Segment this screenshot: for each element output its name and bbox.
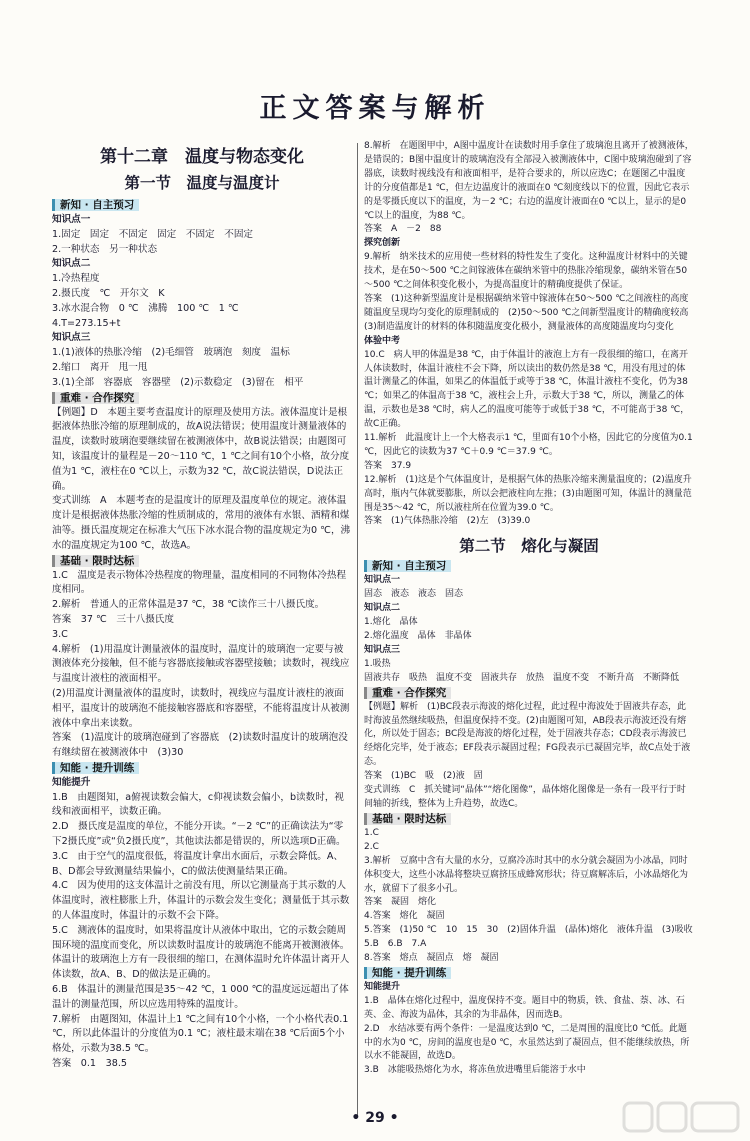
answer-line: 答案 37 ℃ 三十八摄氏度	[52, 613, 174, 625]
answer-line: 2.摄氏度 ℃ 开尔文 K	[52, 287, 165, 299]
answer-line: 1.固定 固定 不固定 固定 不固定 不固定	[52, 228, 254, 240]
section-bar-label: 知能 · 提升训练	[52, 762, 139, 774]
answer-line: 固态 液态 液态 固态	[364, 589, 464, 600]
section-bar-heading	[364, 966, 694, 981]
answer-line: 4.解析 (1)用温度计测量液体的温度时，温度计的玻璃泡一定要与被测液体充分接触，但不能与容器底接触或容器壁接触；读数时，视线应与温度计液柱的液面相平。	[52, 643, 350, 685]
answer-line: 答案 (1)这种新型温度计是根据碳纳米管中镓液体在50～500 ℃之间液柱的高度随温度呈现均匀变化的原理制成的 (2)50～500 ℃之间新型温度计的精确度较高 (3)制造温度计的材料的体积随温度变化极小，测量液体的高度随温度均匀变化	[364, 293, 698, 332]
answer-line: 答案 A －2 88	[364, 224, 442, 235]
answer-line: 答案 0.1 38.5	[52, 1058, 127, 1070]
subheading: 知识点三	[52, 332, 91, 344]
answer-line: 3.解析 豆腐中含有大量的水分，豆腐冷冻时其中的水分就会凝固为小冰晶，同时体积变大，这些小冰晶将整块豆腐挤压成蜂窝形状；待豆腐解冻后，小冰晶熔化为水，就留下了很多小孔。	[364, 855, 689, 894]
right-column-body-2	[364, 559, 694, 1078]
answer-line: 3.B 冰能吸热熔化为水，将冻鱼放进嘴里后能溶于水中	[364, 1065, 586, 1076]
answer-line: 4.T=273.15+t	[52, 317, 121, 329]
answer-line: 变式训练 C 抓关键词“晶体”“熔化图像”，晶体熔化图像是一条有一段平行于时间轴的折线，整体为上升趋势，故选C。	[364, 785, 686, 809]
answer-line: 答案 (1)气体热胀冷缩 (2)左 (3)39.0	[364, 516, 531, 527]
answer-line: 2.一种状态 另一种状态	[52, 243, 158, 255]
subheading: 知能提升	[364, 981, 401, 992]
answer-line: 1.熔化 晶体	[364, 617, 418, 628]
subheading: 体验中考	[364, 335, 401, 346]
answer-line: 12.解析 (1)这是个气体温度计，是根据气体的热胀冷缩来测量温度的；(2)温度升高时，瓶内气体就要膨胀，所以会把液柱向左推；(3)由题图可知，体温计的测量范围是35～42 ℃，所以液柱所在位置为39.0 ℃。	[364, 474, 692, 513]
answer-line: 2.D 摄氏度是温度的单位，不能分开读。“－2 ℃”的正确读法为“零下2摄氏度”或“负2摄氏度”，其他读法都是错误的，所以选项D正确。	[52, 821, 346, 848]
section-bar-label: 新知 · 自主预习	[52, 199, 139, 211]
section-title-1: 第一节 温度与温度计	[124, 173, 280, 192]
answer-line: 1.冷热程度	[52, 273, 100, 285]
answer-line: 答案 凝固 熔化	[364, 897, 437, 908]
section-bar-label: 基础 · 限时达标	[364, 813, 451, 825]
answer-line: 答案 (1)BC 吸 (2)液 固	[364, 771, 483, 782]
answer-line: 10.C 病人甲的体温是38 ℃，由于体温计的液泡上方有一段很细的缩口，在离开人体读数时，体温计液柱不会下降，所以读出的数仍然是38 ℃，用没有甩过的体温计测量乙的体温，如果乙的体温低于或等于38 ℃，体温计液柱不变化，仍为38 ℃；如果乙的体温高于38 ℃，液柱会上升，示数大于38 ℃，所以，测量乙的体温，示数也是38 ℃时，病人乙的温度可能等于或低于38 ℃，不可能高于38 ℃，故C正确。	[364, 349, 691, 430]
page-title: 正文答案与解析	[259, 93, 491, 124]
section-bar-label: 基础 · 限时达标	[52, 555, 139, 567]
subheading: 知识点一	[52, 214, 91, 225]
answer-line: 4.C 因为使用的这支体温计之前没有甩，所以它测量高于其示数的人体温度时，液柱膨胀上升，体温计的示数会发生变化；测量低于其示数的人体温度时，体温计的示数不会下降。	[52, 880, 350, 922]
answer-line: 2.C	[364, 841, 379, 852]
answer-line: 8.解析 在题图甲中，A图中温度计在读数时用手拿住了玻璃泡且离开了被测液体，是错误的；B图中温度计的玻璃泡没有全部浸入被测液体中，C图中玻璃泡碰到了容器底，读数时视线没有和液面相平，是符合要求的，所以应选C；在题图乙中温度计的分度值都是1 ℃，但左边温度计的液面在0 ℃刻度线以下的位置，因此它表示的是零摄氏度以下的温度，为－2 ℃；右边的温度计液面在0 ℃以上，显示的是0 ℃以上的温度，为88 ℃。	[364, 141, 694, 221]
section-bar-heading	[364, 559, 694, 574]
answer-line: 5.B 6.B 7.A	[364, 939, 427, 950]
answer-line: 9.解析 纳米技术的应用使一些材料的特性发生了变化。这种温度计材料中的关键技术，是在50～500 ℃之间镓液体在碳纳米管中的热胀冷缩现象，碳纳米管在50～500 ℃之间体积变化极小，为提高温度计的精确度提供了保证。	[364, 252, 688, 291]
subheading: 知识点二	[52, 258, 91, 270]
section-bar-label: 新知 · 自主预习	[364, 560, 451, 572]
section-bar-heading	[52, 391, 352, 406]
answer-line: 1.C 温度是表示物体冷热程度的物理量，温度相同的不同物体冷热程度相同。	[52, 569, 347, 596]
section-bar-heading	[364, 812, 694, 827]
subheading: 探究创新	[364, 238, 401, 249]
column-divider	[357, 143, 358, 1117]
section-bar-label: 重难 · 合作探究	[52, 392, 139, 404]
watermark-logo-icon	[622, 1097, 742, 1137]
answer-line: 8.答案 熔点 凝固点 熔 凝固	[364, 953, 499, 964]
subheading: 知识点一	[364, 575, 401, 586]
answer-line: 2.解析 普通人的正常体温是37 ℃，38 ℃读作三十八摄氏度。	[52, 599, 325, 611]
answer-line: 2.熔化温度 晶体 非晶体	[364, 631, 472, 641]
subheading: 知识点三	[364, 644, 401, 655]
section-bar-heading	[52, 761, 352, 776]
section-title-2: 第二节 熔化与凝固	[459, 536, 599, 556]
answer-line: 1.C	[364, 827, 379, 838]
answer-line: 3.(1)全部 容器底 容器壁 (2)示数稳定 (3)留在 相平	[52, 376, 304, 388]
answer-line: 固液共存 吸热 温度不变 固液共存 放热 温度不变 不断升高 不断降低	[364, 672, 680, 683]
answer-line: 1.B 晶体在熔化过程中，温度保持不变。题目中的物质，铁、食盐、萘、冰、石英、金、海波为晶体，其余的为非晶体，因而选B。	[364, 995, 685, 1020]
answer-line: 6.B 体温计的测量范围是35～42 ℃，1 000 ℃的温度远远超出了体温计的测量范围，所以应选用特殊的温度计。	[52, 984, 349, 1010]
chapter-title: 第十二章 温度与物态变化	[100, 147, 304, 167]
answer-line: 3.C	[52, 628, 68, 640]
section-bar-label: 知能 · 提升训练	[364, 967, 451, 979]
answer-line: 5.答案 (1)50 ℃ 10 15 30 (2)固体升温 (晶体)熔化 液体升温 (3)吸收	[364, 925, 693, 936]
section-bar-heading	[52, 554, 352, 569]
answer-line: 【例题】解析 (1)BC段表示海波的熔化过程，此过程中海波处于固液共存态，此时海波虽然继续吸热，但温度保持不变。(2)由题图可知，AB段表示海波还没有熔化，所以处于固态；BC段是海波的熔化过程，处于固液共存态；CD段表示海波已经熔化完毕，处于液态；EF段表示凝固过程；FG段表示已凝固完毕，故C点处于液态。	[364, 701, 691, 768]
answer-line: 答案 37.9	[364, 460, 412, 471]
section-bar-heading	[364, 686, 694, 701]
left-column	[52, 140, 352, 1118]
answer-line: 变式训练 A 本题考查的是温度计的原理及温度单位的规定。液体温度计是根据液体热胀冷缩的性质制成的，常用的液体有水银、酒精和煤油等。摄氏温度规定在标准大气压下冰水混合物的温度规定为0 ℃，沸水的温度规定为100 ℃，故选A。	[52, 495, 351, 551]
answer-line: 2.缩口 离开 甩一甩	[52, 361, 148, 373]
answer-line: 11.解析 此温度计上一个大格表示1 ℃，里面有10个小格，因此它的分度值为0.1 ℃，因此它的读数为37 ℃＋0.9 ℃＝37.9 ℃。	[364, 433, 696, 457]
subheading: 知识点二	[364, 603, 401, 614]
answer-line: 2.D 水结冰要有两个条件：一是温度达到0 ℃，二是周围的温度比0 ℃低。此题中的水为0 ℃，房间的温度也是0 ℃，水虽然达到了凝固点，但不能继续放热，所以水不能凝固，故选D。	[364, 1023, 690, 1062]
answer-line: 【例题】D 本题主要考查温度计的原理及使用方法。液体温度计是根据液体热胀冷缩的原理制成的，故A说法错误；使用温度计测量液体的温度，读数时玻璃泡要继续留在被测液体中，故B说法错误；由题图可知，该温度计的量程是－20～110 ℃，1 ℃之间有10个小格，故分度值为1 ℃，液柱在0 ℃以上，示数为32 ℃，故C说法错误，D说法正确。	[52, 406, 350, 492]
answer-line: 5.C 测液体的温度时，如果将温度计从液体中取出，它的示数会随周围环境的温度而变化，所以读数时温度计的玻璃泡不能离开被测液体。体温计的玻璃泡上方有一段很细的缩口，在测体温时允许体温计离开人体读数，故A、B、D的做法是正确的。	[52, 924, 350, 981]
page-number: • 29 •	[351, 1110, 399, 1126]
answer-line: 4.答案 熔化 凝固	[364, 911, 445, 922]
answer-line: 7.解析 由题图知，体温计上1 ℃之间有10个小格，一个小格代表0.1 ℃，所以此体温计的分度值为0.1 ℃；液柱最末端在38 ℃后面5个小格处，示数为38.5 ℃。	[52, 1013, 352, 1055]
right-column	[364, 140, 698, 1118]
subheading: 知能提升	[52, 776, 91, 788]
answer-line: 3.冰水混合物 0 ℃ 沸腾 100 ℃ 1 ℃	[52, 302, 239, 314]
answer-line: 1.B 由题图知，a俯视读数会偏大，c仰视读数会偏小，b读数时，视线和液面相平，读数正确。	[52, 791, 345, 818]
left-column-body	[52, 198, 352, 1072]
right-column-body-1	[364, 140, 698, 529]
answer-line: 1.(1)液体的热胀冷缩 (2)毛细管 玻璃泡 刻度 温标	[52, 347, 290, 359]
section-bar-heading	[52, 198, 352, 213]
answer-line: 3.C 由于空气的温度很低，将温度计拿出水面后，示数会降低。A、B、D都会导致测量结果偏小，C的做法使测量结果正确。	[52, 850, 344, 877]
answer-line: (2)用温度计测量液体的温度时，读数时，视线应与温度计液柱的液面相平，温度计的玻璃泡不能接触容器底和容器壁，不能将温度计从被测液体中拿出来读数。	[52, 687, 350, 729]
answer-line: 答案 (1)温度计的玻璃泡碰到了容器底 (2)读数时温度计的玻璃泡没有继续留在被测液体中 (3)30	[52, 732, 348, 759]
section-bar-label: 重难 · 合作探究	[364, 687, 451, 699]
answer-line: 1.吸热	[364, 658, 391, 669]
